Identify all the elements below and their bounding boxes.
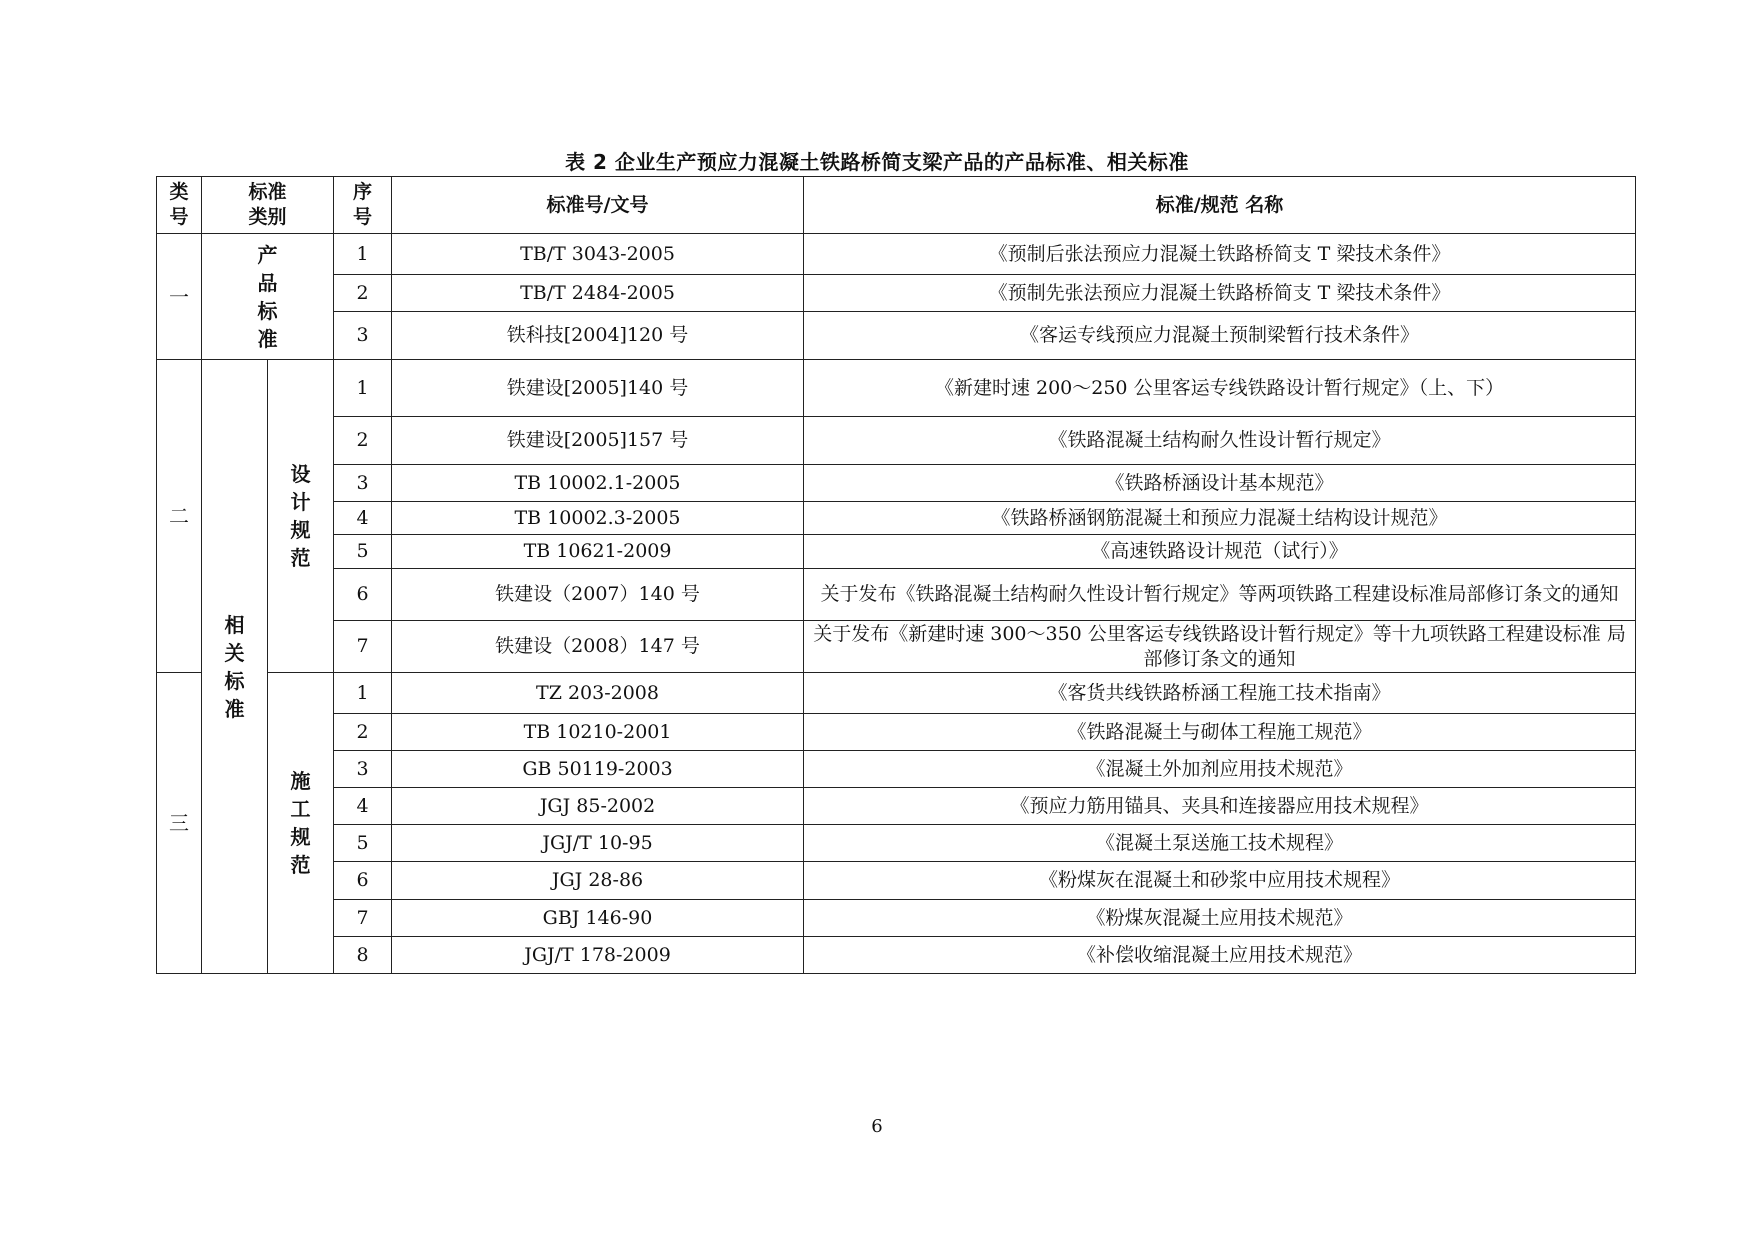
- construction-row-seq: 3: [334, 751, 392, 788]
- construction-row-seq: 4: [334, 788, 392, 825]
- table-row: [157, 825, 1636, 862]
- construction-row-seq: 6: [334, 862, 392, 900]
- header-class-no: [157, 177, 202, 234]
- construction-row-code: JGJ 28-86: [392, 862, 804, 900]
- construction-spec-text: 施 工 规 范: [290, 769, 311, 877]
- table-row: [157, 417, 1636, 465]
- table-row: [157, 900, 1636, 937]
- construction-row-code: JGJ 85-2002: [392, 788, 804, 825]
- product-row-name: 《客运专线预应力混凝土预制梁暂行技术条件》: [804, 312, 1636, 360]
- table-row: [157, 788, 1636, 825]
- design-row-name: 《铁路桥涵设计基本规范》: [804, 465, 1636, 502]
- construction-spec-label: [268, 673, 334, 974]
- product-row-seq: 1: [334, 234, 392, 275]
- design-row-code: TB 10002.1-2005: [392, 465, 804, 502]
- group-2-number: [157, 360, 202, 673]
- construction-row-code: JGJ/T 10-95: [392, 825, 804, 862]
- table-title: 表 2 企业生产预应力混凝土铁路桥简支梁产品的产品标准、相关标准: [565, 150, 1189, 174]
- header-seq: [334, 177, 392, 234]
- construction-row-seq: 2: [334, 714, 392, 751]
- construction-row-code: JGJ/T 178-2009: [392, 937, 804, 974]
- product-row-seq: 2: [334, 275, 392, 312]
- table-row: [157, 535, 1636, 569]
- related-standards-text: 相 关 标 准: [224, 612, 245, 721]
- group-3-number-text: 三: [169, 811, 189, 835]
- construction-row-code: TZ 203-2008: [392, 673, 804, 714]
- design-spec-label: [268, 360, 334, 673]
- product-row-code: 铁科技[2004]120 号: [392, 312, 804, 360]
- design-row-seq: 2: [334, 417, 392, 465]
- group-2-number-text: 二: [169, 504, 189, 528]
- group-1-type: [202, 234, 334, 360]
- table-row: [157, 937, 1636, 974]
- design-row-name: 《铁路混凝土结构耐久性设计暂行规定》: [804, 417, 1636, 465]
- table-row: [157, 862, 1636, 900]
- design-row-seq: 1: [334, 360, 392, 417]
- header-row: [157, 177, 1636, 234]
- table-row: [157, 234, 1636, 275]
- design-row-name: 《高速铁路设计规范（试行）》: [804, 535, 1636, 569]
- product-row-code: TB/T 3043-2005: [392, 234, 804, 275]
- design-row-code: TB 10621-2009: [392, 535, 804, 569]
- construction-row-seq: 1: [334, 673, 392, 714]
- design-row-seq: 4: [334, 502, 392, 535]
- table-row: [157, 312, 1636, 360]
- construction-row-name: 《客货共线铁路桥涵工程施工技术指南》: [804, 673, 1636, 714]
- table-row: [157, 621, 1636, 673]
- table-row: [157, 502, 1636, 535]
- standards-table: [156, 176, 1636, 974]
- table-row: [157, 714, 1636, 751]
- construction-row-seq: 5: [334, 825, 392, 862]
- construction-row-code: GB 50119-2003: [392, 751, 804, 788]
- design-row-code: 铁建设（2008）147 号: [392, 621, 804, 673]
- header-std-type: [202, 177, 334, 234]
- header-class-no-text: 类 号: [169, 181, 189, 228]
- construction-row-name: 《预应力筋用锚具、夹具和连接器应用技术规程》: [804, 788, 1636, 825]
- table-row: [157, 751, 1636, 788]
- design-row-name: 《铁路桥涵钢筋混凝土和预应力混凝土结构设计规范》: [804, 502, 1636, 535]
- product-row-name: 《预制先张法预应力混凝土铁路桥简支 T 梁技术条件》: [804, 275, 1636, 312]
- page-number: 6: [871, 1116, 883, 1137]
- table-row: [157, 275, 1636, 312]
- construction-row-seq: 8: [334, 937, 392, 974]
- design-row-name: 《新建时速 200～250 公里客运专线铁路设计暂行规定》（上、下）: [804, 360, 1636, 417]
- construction-row-name: 《粉煤灰混凝土应用技术规范》: [804, 900, 1636, 937]
- header-seq-text: 序 号: [353, 181, 373, 228]
- construction-row-name: 《补偿收缩混凝土应用技术规范》: [804, 937, 1636, 974]
- group-3-number: [157, 673, 202, 974]
- design-row-name: 关于发布《新建时速 300～350 公里客运专线铁路设计暂行规定》等十九项铁路工程建设标准 局部修订条文的通知: [804, 621, 1636, 673]
- design-row-code: 铁建设（2007）140 号: [392, 569, 804, 621]
- design-row-code: TB 10002.3-2005: [392, 502, 804, 535]
- product-row-seq: 3: [334, 312, 392, 360]
- design-row-seq: 6: [334, 569, 392, 621]
- design-row-seq: 7: [334, 621, 392, 673]
- header-std-type-text: 标准 类别: [248, 181, 287, 228]
- construction-row-name: 《粉煤灰在混凝土和砂浆中应用技术规程》: [804, 862, 1636, 900]
- table-row: [157, 673, 1636, 714]
- group-1-number: [157, 234, 202, 360]
- group-1-number-text: 一: [169, 284, 189, 309]
- construction-row-name: 《混凝土外加剂应用技术规范》: [804, 751, 1636, 788]
- header-doc-no: 标准号/文号: [392, 177, 804, 234]
- design-row-name: 关于发布《铁路混凝土结构耐久性设计暂行规定》等两项铁路工程建设标准局部修订条文的通知: [804, 569, 1636, 621]
- design-row-code: 铁建设[2005]157 号: [392, 417, 804, 465]
- group-1-type-text: 产 品 标 准: [257, 242, 278, 351]
- table-row: [157, 569, 1636, 621]
- construction-row-name: 《混凝土泵送施工技术规程》: [804, 825, 1636, 862]
- related-standards-label: [202, 360, 268, 974]
- construction-row-code: TB 10210-2001: [392, 714, 804, 751]
- design-spec-text: 设 计 规 范: [290, 462, 311, 570]
- header-name: 标准/规范 名称: [804, 177, 1636, 234]
- design-row-seq: 5: [334, 535, 392, 569]
- table-row: [157, 465, 1636, 502]
- design-row-seq: 3: [334, 465, 392, 502]
- construction-row-code: GBJ 146-90: [392, 900, 804, 937]
- construction-row-name: 《铁路混凝土与砌体工程施工规范》: [804, 714, 1636, 751]
- design-row-code: 铁建设[2005]140 号: [392, 360, 804, 417]
- product-row-code: TB/T 2484-2005: [392, 275, 804, 312]
- construction-row-seq: 7: [334, 900, 392, 937]
- table-row: [157, 360, 1636, 417]
- product-row-name: 《预制后张法预应力混凝土铁路桥简支 T 梁技术条件》: [804, 234, 1636, 275]
